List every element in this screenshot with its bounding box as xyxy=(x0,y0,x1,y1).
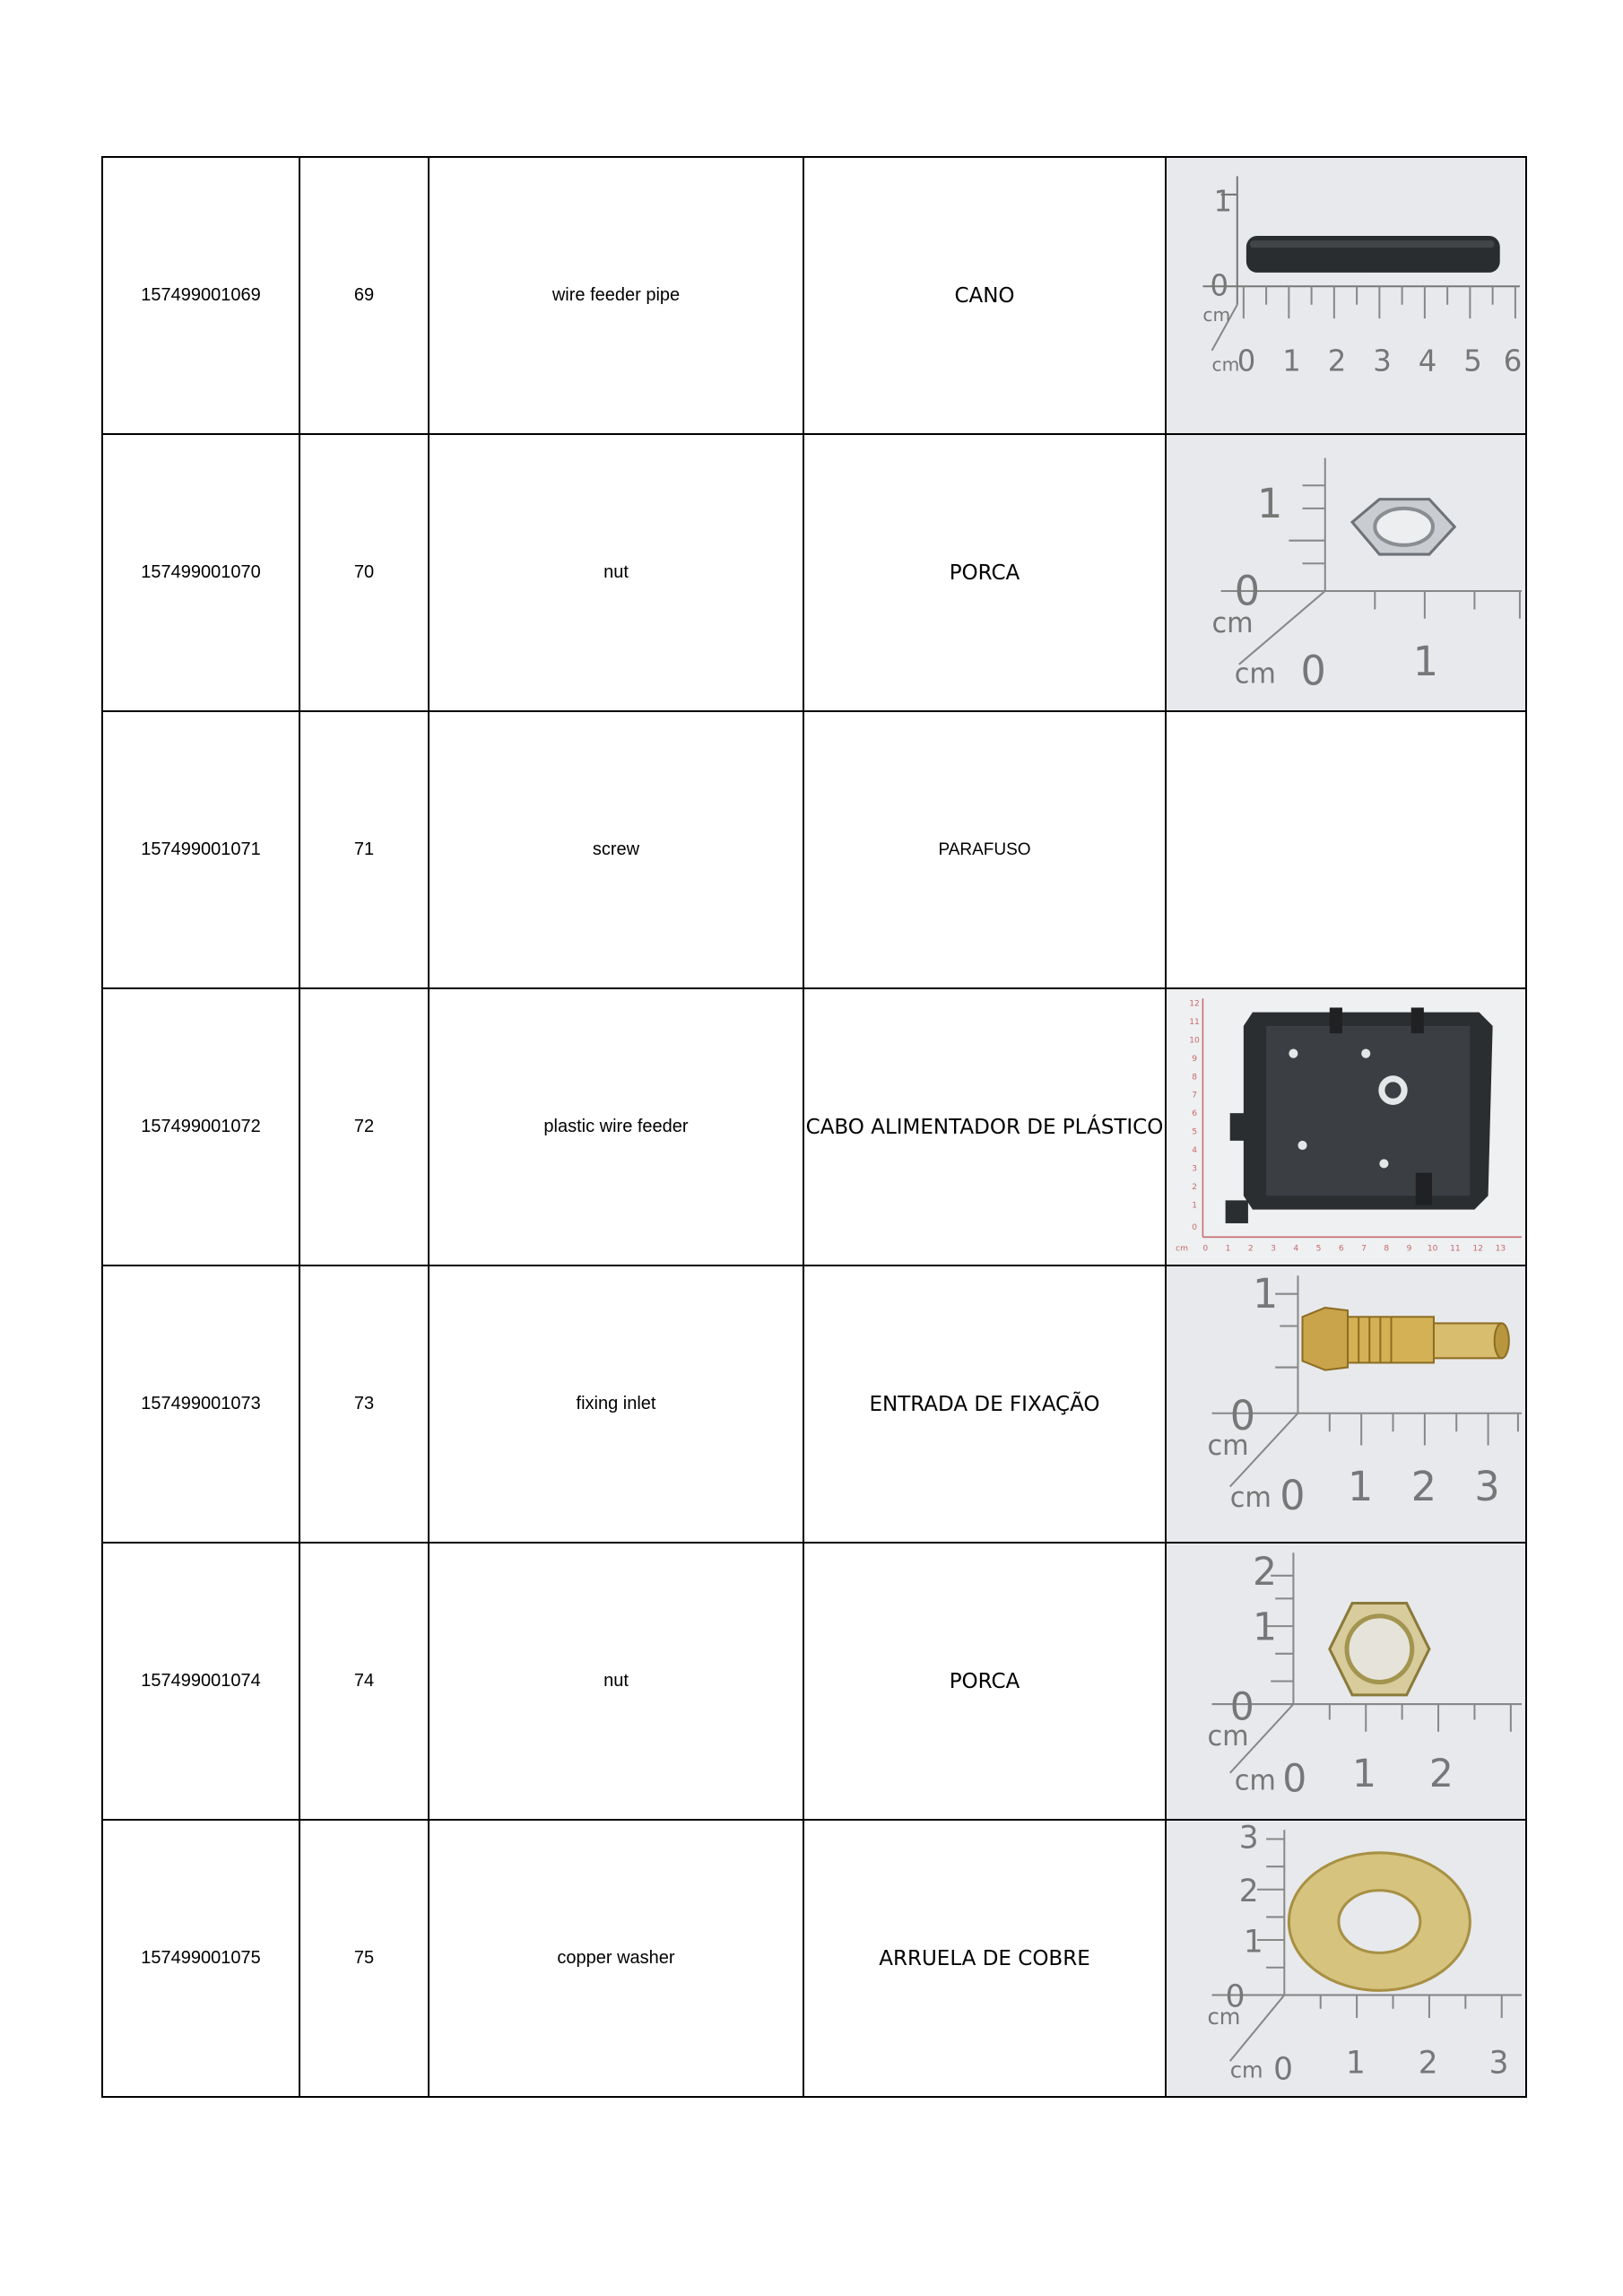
part-code: 157499001072 xyxy=(102,988,299,1265)
table-row xyxy=(102,434,1526,711)
part-name-en: wire feeder pipe xyxy=(429,157,803,434)
svg-text:12: 12 xyxy=(1189,999,1200,1009)
part-name-pt: PORCA xyxy=(803,1543,1166,1820)
svg-text:11: 11 xyxy=(1189,1017,1200,1027)
part-name-pt: CABO ALIMENTADOR DE PLÁSTICO xyxy=(803,988,1166,1265)
svg-text:2: 2 xyxy=(1192,1183,1198,1193)
hex-nut-photo xyxy=(1167,435,1525,710)
part-number: 73 xyxy=(299,1265,429,1543)
svg-text:0: 0 xyxy=(1192,1223,1198,1233)
part-name-en: copper washer xyxy=(429,1820,803,2097)
svg-text:cm: cm xyxy=(1207,2004,1241,2031)
part-code: 157499001075 xyxy=(102,1820,299,2097)
part-photo xyxy=(1166,1820,1526,2097)
svg-text:1: 1 xyxy=(1282,344,1301,378)
part-number: 75 xyxy=(299,1820,429,2097)
table-row xyxy=(102,711,1526,988)
svg-text:1: 1 xyxy=(1252,1269,1279,1318)
svg-text:0: 0 xyxy=(1282,1756,1307,1802)
svg-text:6: 6 xyxy=(1503,344,1523,378)
svg-text:0: 0 xyxy=(1210,268,1229,303)
brass-nut-photo xyxy=(1167,1544,1525,1819)
parts-table xyxy=(101,156,1527,2098)
part-name-pt: ARRUELA DE COBRE xyxy=(803,1820,1166,2097)
svg-text:1: 1 xyxy=(1252,1605,1277,1650)
svg-text:8: 8 xyxy=(1192,1073,1198,1083)
svg-text:4: 4 xyxy=(1418,344,1437,378)
copper-washer-photo xyxy=(1167,1821,1525,2096)
svg-text:10: 10 xyxy=(1427,1244,1438,1254)
svg-text:0: 0 xyxy=(1202,1244,1209,1254)
svg-text:3: 3 xyxy=(1271,1244,1276,1254)
svg-text:11: 11 xyxy=(1450,1244,1461,1254)
plastic-wire-feeder-photo xyxy=(1167,989,1525,1265)
svg-text:2: 2 xyxy=(1418,2045,1438,2082)
svg-text:9: 9 xyxy=(1406,1244,1412,1254)
part-number: 72 xyxy=(299,988,429,1265)
svg-text:1: 1 xyxy=(1348,1462,1374,1511)
svg-text:cm: cm xyxy=(1207,1430,1249,1462)
svg-text:cm: cm xyxy=(1202,304,1231,326)
table-row xyxy=(102,1265,1526,1543)
svg-text:4: 4 xyxy=(1192,1146,1198,1156)
part-name-pt: PORCA xyxy=(803,434,1166,711)
part-number: 74 xyxy=(299,1543,429,1820)
svg-text:3: 3 xyxy=(1373,344,1392,378)
svg-text:cm: cm xyxy=(1229,2057,1263,2083)
part-code: 157499001070 xyxy=(102,434,299,711)
svg-text:13: 13 xyxy=(1495,1244,1506,1254)
black-hose-photo xyxy=(1167,158,1525,433)
svg-text:0: 0 xyxy=(1273,2051,1294,2088)
part-name-pt: ENTRADA DE FIXAÇÃO xyxy=(803,1265,1166,1543)
svg-text:3: 3 xyxy=(1192,1164,1198,1174)
svg-text:2: 2 xyxy=(1327,344,1347,378)
svg-text:4: 4 xyxy=(1293,1244,1299,1254)
svg-text:cm: cm xyxy=(1234,1765,1276,1797)
svg-text:12: 12 xyxy=(1472,1244,1483,1254)
part-name-en: plastic wire feeder xyxy=(429,988,803,1265)
part-photo xyxy=(1166,1265,1526,1543)
part-number: 71 xyxy=(299,711,429,988)
svg-text:2: 2 xyxy=(1247,1244,1254,1254)
part-name-en: nut xyxy=(429,434,803,711)
svg-text:0: 0 xyxy=(1300,647,1326,695)
table-row xyxy=(102,1543,1526,1820)
table-row xyxy=(102,1820,1526,2097)
svg-text:3: 3 xyxy=(1474,1462,1500,1511)
svg-text:1: 1 xyxy=(1346,2045,1366,2082)
svg-text:1: 1 xyxy=(1412,637,1439,686)
svg-text:2: 2 xyxy=(1252,1549,1277,1596)
table-row xyxy=(102,157,1526,434)
svg-text:10: 10 xyxy=(1189,1036,1200,1046)
part-name-en: fixing inlet xyxy=(429,1265,803,1543)
svg-text:1: 1 xyxy=(1243,1924,1263,1961)
svg-text:cm: cm xyxy=(1234,658,1276,691)
svg-text:2: 2 xyxy=(1410,1462,1436,1511)
svg-text:0: 0 xyxy=(1229,1684,1254,1730)
part-name-pt: CANO xyxy=(803,157,1166,434)
svg-text:0: 0 xyxy=(1225,1979,1245,2015)
part-photo xyxy=(1166,1543,1526,1820)
svg-text:0: 0 xyxy=(1234,567,1261,615)
svg-text:7: 7 xyxy=(1192,1091,1198,1100)
svg-text:9: 9 xyxy=(1192,1054,1198,1064)
svg-text:2: 2 xyxy=(1428,1751,1454,1797)
svg-text:6: 6 xyxy=(1338,1244,1344,1254)
svg-text:5: 5 xyxy=(1192,1127,1198,1137)
part-code: 157499001069 xyxy=(102,157,299,434)
part-code: 157499001074 xyxy=(102,1543,299,1820)
svg-text:0: 0 xyxy=(1280,1471,1306,1520)
part-code: 157499001073 xyxy=(102,1265,299,1543)
svg-text:1: 1 xyxy=(1192,1201,1198,1211)
svg-text:0: 0 xyxy=(1229,1391,1255,1440)
part-code: 157499001071 xyxy=(102,711,299,988)
svg-text:1: 1 xyxy=(1257,479,1283,528)
part-name-en: screw xyxy=(429,711,803,988)
svg-text:1: 1 xyxy=(1225,1244,1231,1254)
svg-text:2: 2 xyxy=(1238,1873,1259,1910)
brass-fitting-photo xyxy=(1167,1266,1525,1542)
svg-text:cm: cm xyxy=(1211,607,1254,640)
part-photo xyxy=(1166,434,1526,711)
svg-text:cm: cm xyxy=(1229,1482,1271,1515)
svg-text:5: 5 xyxy=(1315,1244,1322,1254)
part-photo xyxy=(1166,157,1526,434)
svg-text:5: 5 xyxy=(1463,344,1482,378)
svg-text:cm: cm xyxy=(1207,1720,1249,1753)
part-photo-empty xyxy=(1166,711,1526,988)
part-photo xyxy=(1166,988,1526,1265)
part-number: 70 xyxy=(299,434,429,711)
svg-text:8: 8 xyxy=(1384,1244,1390,1254)
svg-text:3: 3 xyxy=(1238,1821,1259,1857)
svg-text:cm: cm xyxy=(1176,1244,1188,1254)
part-number: 69 xyxy=(299,157,429,434)
svg-text:3: 3 xyxy=(1488,2045,1509,2082)
part-name-pt: PARAFUSO xyxy=(803,711,1166,988)
svg-text:7: 7 xyxy=(1361,1244,1367,1254)
svg-text:6: 6 xyxy=(1192,1109,1198,1119)
part-name-en: nut xyxy=(429,1543,803,1820)
svg-text:1: 1 xyxy=(1213,184,1233,219)
table-row xyxy=(102,988,1526,1265)
svg-text:0: 0 xyxy=(1237,344,1256,378)
svg-text:cm: cm xyxy=(1211,353,1240,376)
svg-text:1: 1 xyxy=(1352,1751,1377,1797)
